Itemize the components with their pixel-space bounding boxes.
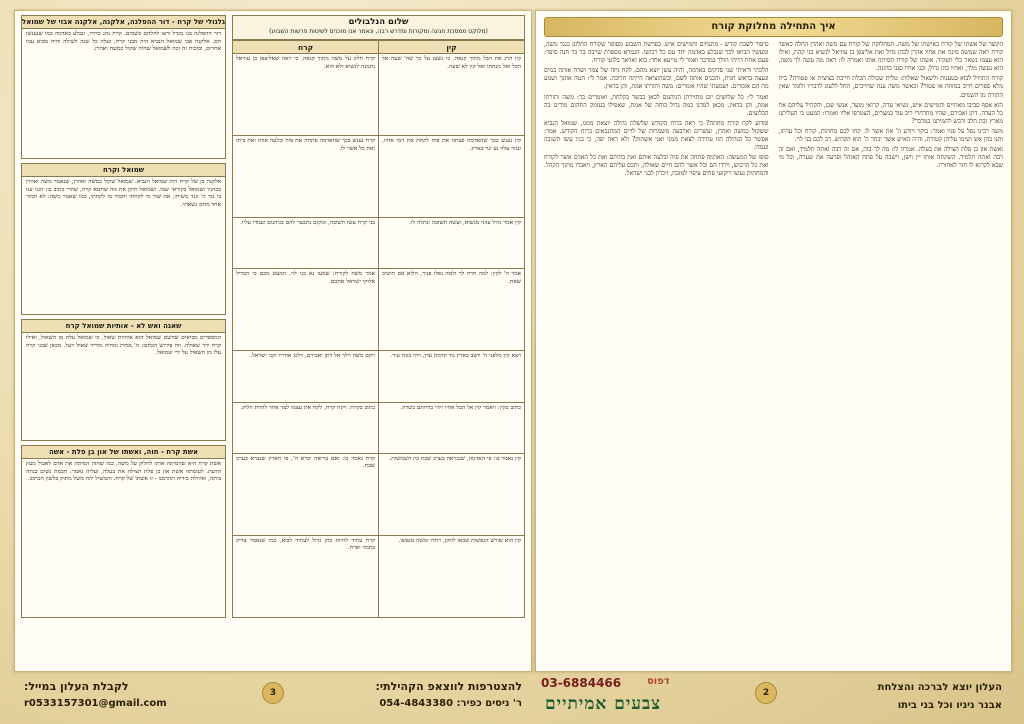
table-row [233, 351, 525, 402]
right-column [779, 41, 1004, 638]
email-address[interactable]: r0533157301@gmail.com [24, 698, 167, 709]
box-title: גלגולי של קרח - דור ההפלגה, אלקנה, אלקנה אבוי של שמואל [22, 16, 225, 29]
table-cell: ויקם משה וילך אל דתן ואבירם, וילכו אחריו זקני ישראל. [233, 351, 379, 402]
table-cell: קרח נאמר בו: ואם בריאה יברא ה', פי הארץ שנברא בערב שבת. [233, 453, 379, 535]
table-cell: אמר משה לקורח: שמעו נא בני לוי, המעט מכם כי הבדיל אלוקי ישראל אתכם. [233, 269, 379, 351]
table-cell: כתוב בקרח: ויקח קרח, לקח את עצמו לצד אחד להיות חלוק. [233, 402, 379, 453]
table-subtitle: (מלוקט ממסכת חגיגה ומקורות ומדרש רבה, ונאמר אנו מוכנים לשיטות פרשות השבוע) [269, 28, 488, 35]
paragraph: הלכתי וראיתי שני סדקים באדמה, והיה עשן יוצא מהם. לקח גיזה של צמר ושרה אותה במים ונעצה בראש חנית, והכניס אותה לשם, וכשהוציאה הייתה חרוכה. אמר לי: הטה אוזנך ושמע מה הם אומרים. ושמעתי שהיו אומרים: משה ותורתו אמת, והן בדאין. [544, 67, 769, 91]
logo-phone: 03-6884466 [541, 676, 622, 690]
paragraph: ואמר לי: כל שלושים יום מחזירתן הגיהנום לכאן כבשר בקלחת, ואומרים כך: משה ותורתו אמת, והן בדאין. מכאן למדנו כמה גדול כוחה של אמת, שאפילו בעומק התהום מודים בה הבלועים. [544, 93, 769, 117]
table-cell: קין נענש בכך שהאדמה פצתה את פיה לקחת את דמי אחיו, ונגזר עליו נע ונד בארץ. [379, 136, 525, 218]
table-cell: אמר ה' לקין: למה חרה לך ולמה נפלו פניך, הלוא אם תיטיב שאת. [379, 269, 525, 351]
paragraph: ואשת און בן פלת הצילה את בעלה. אמרה לו: מה לך בזה, אם זה רבה ואתה תלמיד, ואם זה רבה ואתה תלמיד. השקתה אותו יין וישן, וישבה על פתח האוהל ופרעה את שערה, וכל מי שבא לקרוא לו חזר לאחוריו. [778, 146, 1003, 170]
comparison-table-section [232, 15, 525, 618]
box-text: דור ההפלגה בנו מגדל ורצו להלחם בשמים. קרח נהג כדורו, ונבלע באדמה כמו שנענשו הם. אלקנה אבי שמואל הנביא היה מבני קרח, ועלה כל שנה לשילה והיה מביא עמו אחרים, ובזכות זה זכה לשמואל שהיה שקול כמשה ואהרן. [26, 31, 222, 52]
left-page-columns [15, 11, 531, 618]
table-cell: בני קרח עשו תשובה, ומקום נתבצר להם בגיהנום ועמדו עליו. [233, 218, 379, 269]
table-row [233, 453, 525, 535]
box-text: המספרים מביאים שהשם שמואל הוא אותיות שאול, כי שמואל עלה מן השאול, ואילו קרח ירד שאולה. וזה פירוש הכתוב: ה' ממית ומחיה מוריד שאול ויעל. מכאן שבני קרח עלו מן השאול על ידי שמואל. [26, 335, 222, 356]
table-cell: קין נאמר בו: פי האדמה, שנבראה בערב שבת בין השמשות. [379, 453, 525, 535]
table-row [233, 54, 525, 136]
table-cell: קרח נענש בכך שהאדמה פתחה את פיה ובלעה אותו ואת ביתו ואת כל אשר לו. [233, 136, 379, 218]
comparison-table [232, 40, 525, 618]
dedication-line-2: אבנר ניניו וכל בני ביתו [897, 700, 1002, 711]
table-title: שלום הנלבולים [348, 17, 409, 27]
right-page [535, 10, 1012, 672]
reincarnation-box [21, 15, 226, 159]
box-text: אשת קרח היא שהסיתה אותו לחלוק על משה, כמו שחוה הסיתה את אדם לאכול מעץ הדעת. לעומתה אשת און בן פלת הצילה את בעלה, ועליה נאמר: חכמת נשים בנתה ביתה, ואיוולת בידיה תהרסנו - זו אשתו של קרח. והמשיל לזה משל מתוק בלשון הכתוב. [26, 461, 222, 482]
table-cell: קרח חלק על משה מתוך קנאה, כי ראה שאליצפן בן עוזיאל נתמנה לנשיא ולא הוא. [233, 54, 379, 136]
shmuel-korah-box [21, 163, 226, 315]
table-cell: כתוב בקין: ויאמר קין אל הבל אחיו ויהי בהיותם בשדה. [379, 402, 525, 453]
left-column [544, 41, 769, 638]
box-text: אלקנה בן של קרח היה שמואל הנביא. שמואל שקול כמשה ואהרן, שנאמר משה ואהרן בכהניו ושמואל בקוראי שמו. ושמואל תיקן את מה שחטא קרח, שהרי כתוב בו: הנני ענו בי נגד ה' ונגד משיחו, את שור מי לקחתי וחמור מי לקחתי, כמו שאמר משה: לא חמור אחד מהם נשאתי. [26, 179, 222, 208]
paragraph: הוא אסף סביבו מאתיים וחמישים איש, נשיאי עדה, קרואי מועד, אנשי שם, והקהיל עליהם את כל העדה. דתן ואבירם, שהיו מחרחרי ריב עוד במצרים, הצטרפו אליו ואמרו: המעט כי העליתנו מארץ זבת חלב ודבש להמיתנו במדבר? [778, 101, 1003, 125]
table-row [233, 136, 525, 218]
table-row [233, 535, 525, 617]
paragraph: הקשר של אשתו של קורח באישתו של משה. המחלוקת של קורח עם משה ואהרן החלה כאשר קורח ראה שמשה מינה את אחיו אהרן לכהן גדול ואת אליצפן בן עוזיאל לנשיא בני קהת, ואילו הוא עצמו נשאר בלי תפקיד. אשתו של קורח הסיתה אותו ואמרה לו: ראה מה עשה לך משה, הוא נעשה מלך, ואחיו כהן גדול, ובני אחיו סגני כהונה. [778, 41, 1003, 73]
whatsapp-title: להצטרפות לווצאפ הקהילתי: [375, 680, 522, 693]
table-title-box [232, 15, 525, 40]
table-header-korah: קרח [233, 41, 379, 54]
right-page-columns [536, 41, 1011, 638]
paragraph: קורח התחיל לבוא בטענות ולשאול שאלות: טלית שכולה תכלת חייבת בציצית או פטורה? בית מלא ספרים חייב במזוזה או פטור? וכאשר משה ענה שחייבים, החל ללעוג לדבריו ולומר שאין התורה מן השמים. [778, 75, 1003, 99]
table-cell: קרח עתיד להיות כהן גדול לעתיד לבוא, כמו שנאמר צדיק כתמר יפרח. [233, 535, 379, 617]
paragraph: משה רבינו נפל על פניו ואמר: בוקר ויודע ה' את אשר לו. קחו לכם מחתות, קורח וכל עדתו, ותנו בהן אש ושימו עליהן קטורת. והיה האיש אשר יבחר ה' הוא הקדוש. רב לכם בני לוי. [778, 127, 1003, 144]
table-cell: קין הרג את הבל מתוך קנאה, כי נשען על כך שה' שעה אל הבל ואל מנחתו ואל קין לא שעה. [379, 54, 525, 136]
right-footer [535, 674, 1010, 724]
left-footer [14, 674, 530, 724]
table-cell: קין הוא שורש הנפשות שבאו לתקן, ויתרו ומשה מנפשו. [379, 535, 525, 617]
table-row [233, 218, 525, 269]
table-cell: ויצא קין מלפני ה' וישב בארץ נוד קדמת עדן, ויהי בונה עיר. [379, 351, 525, 402]
wife-box [21, 445, 226, 618]
page-number: 3 [262, 682, 284, 704]
dedication-line-1: העלון יוצא לברכה והצלחת [877, 682, 1002, 693]
table-row [233, 269, 525, 351]
table-header-row [233, 41, 525, 54]
table-header-cain: קין [379, 41, 525, 54]
paragraph: ומדוע לקח קורח מחתה? כי ראה ברוח הקודש שלשלת גדולה יוצאת ממנו, שמואל הנביא ששקול כמשה ואהרן, ועשרים וארבעה משמרות של לויים המתנבאים ברוח הקודש. אמר: אפשר כל הגדולה הזו עתידה לצאת ממני ואני אשתוק? ולא ראה יפה, כי בניו עשו תשובה ועמדו. [544, 119, 769, 152]
whatsapp-contact: ר' ניסים כפיר: 054-4843380 [379, 698, 522, 709]
table-row [233, 402, 525, 453]
left-page [14, 10, 532, 672]
page-number: 2 [755, 682, 777, 704]
side-boxes [21, 15, 226, 618]
logo-small-text: דפוס [647, 676, 670, 687]
box-title: אשת קרח - חוה, ואשתו של און בן פלת - אשה [22, 446, 225, 459]
letters-box [21, 319, 226, 441]
right-page-banner: איך התחילה מחלוקת קורח [544, 17, 1003, 37]
box-title: שמואל וקרח [22, 164, 225, 177]
email-title: לקבלת העלון במייל: [24, 680, 129, 693]
paragraph: סופו של המעשה: האדמה פתחה את פיה ובלעה אותם ואת בתיהם ואת כל האדם אשר לקורח ואת כל הרכוש, וירדו הם וכל אשר להם חיים שאולה, ותכס עליהם הארץ, ויאבדו מתוך הקהל. והמחתות נעשו ריקועי פחים ציפוי למזבח, זיכרון לבני ישראל. [544, 154, 769, 178]
box-title: שאגה ואש לא - אותיות שמואל קרח [22, 320, 225, 333]
logo-main-text: צבעים אמיתיים [545, 694, 662, 714]
paragraph: סיפור לשבת קודש - מתנחים וחמישים איש. בפרשת השבוע מסופר שקורח התלונן כנגד משה, ומעשיו הביאו לכך שנבלע באדמה יחד עם כל רכושו. הגמרא מספרת שרבה בר בר חנה סיפר: פעם אחת הייתי הולך במדבר ואמר לי טייעא אחד: בוא ואראך בלועי קורח. [544, 41, 769, 65]
table-cell: קין אמר גדול עווני מנשוא, ועשה תשובה ונתלה לו. [379, 218, 525, 269]
